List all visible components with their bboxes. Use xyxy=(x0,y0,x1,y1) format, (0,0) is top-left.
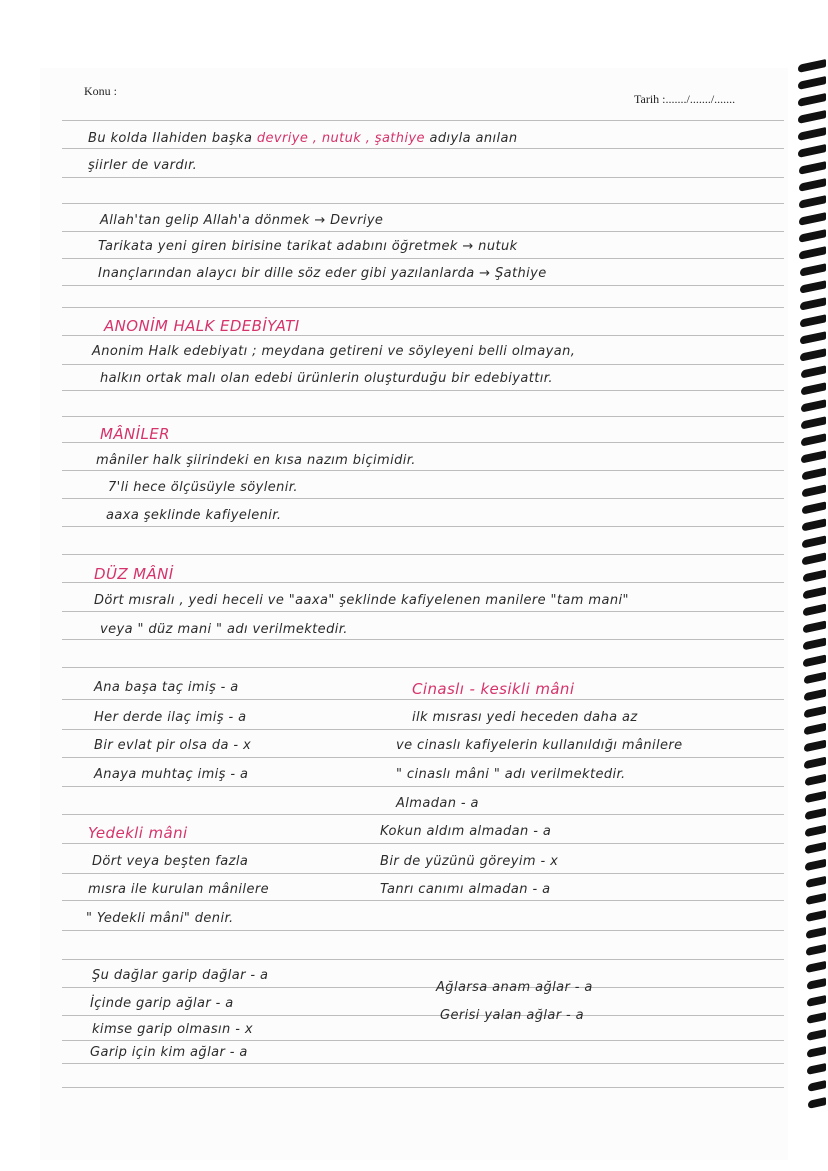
ruled-line xyxy=(62,729,784,730)
spiral-coil xyxy=(806,893,826,905)
note-text: Bir evlat pir olsa da - x xyxy=(94,738,252,753)
ruled-line xyxy=(62,416,784,417)
ruled-line xyxy=(62,120,784,121)
right_lines-line xyxy=(436,980,593,995)
lines-line xyxy=(100,213,383,228)
ruled-line xyxy=(62,987,784,988)
spiral-coil xyxy=(800,348,826,362)
note-text: Şu dağlar garip dağlar - a xyxy=(92,968,269,983)
right_lines-line xyxy=(440,1008,584,1023)
lines-line xyxy=(94,767,248,782)
spiral-coil xyxy=(804,672,826,685)
spiral-coil xyxy=(799,246,826,260)
ruled-line xyxy=(62,959,784,960)
spiral-coil xyxy=(801,382,826,395)
right_lines-line xyxy=(380,882,550,897)
lines-line xyxy=(98,266,547,281)
lines-line xyxy=(88,882,269,897)
spiral-coil xyxy=(803,570,826,583)
lines-line xyxy=(88,158,197,173)
note-text: şiirler de vardır. xyxy=(88,158,198,173)
lines-line xyxy=(94,710,246,725)
right_lines-line xyxy=(396,738,683,753)
spiral-coil xyxy=(806,910,826,922)
spiral-coil xyxy=(802,518,826,531)
spiral-coil xyxy=(806,876,826,888)
lines-line xyxy=(94,593,629,608)
spiral-coil xyxy=(803,621,826,634)
right_lines-line xyxy=(380,824,551,839)
note-text: Bir de yüzünü göreyim - x xyxy=(380,854,559,869)
note-text: Inançlarından alaycı bir dille söz eder gibi yazılanlarda → Şathiye xyxy=(98,266,547,281)
ruled-line xyxy=(62,470,784,471)
notebook-page xyxy=(40,68,788,1160)
spiral-coil xyxy=(807,1012,826,1024)
ruled-line xyxy=(62,930,784,931)
note-text: Ana başa taç imiş - a xyxy=(94,680,239,695)
spiral-coil xyxy=(801,365,826,378)
note-text: Allah'tan gelip Allah'a dönmek → Devriye xyxy=(100,213,384,228)
spiral-coil xyxy=(802,535,826,548)
ruled-line xyxy=(62,873,784,874)
spiral-coil xyxy=(798,144,826,158)
lines-line xyxy=(88,131,518,146)
note-text: kimse garip olmasın - x xyxy=(92,1022,253,1037)
right_lines-line xyxy=(412,680,574,698)
spiral-coil xyxy=(805,842,826,854)
spiral-coil xyxy=(801,433,826,446)
spiral-coil xyxy=(799,229,826,243)
spiral-coil xyxy=(798,127,826,141)
spiral-coil xyxy=(808,1080,826,1092)
spiral-coil xyxy=(804,740,826,753)
spiral-coil xyxy=(802,501,826,514)
ruled-line xyxy=(62,1015,784,1016)
note-text: Ağlarsa anam ağlar - a xyxy=(436,980,593,995)
note-text: mâniler halk şiirindeki en kısa nazım biçimidir. xyxy=(96,453,416,468)
spiral-coil xyxy=(808,1097,826,1109)
ruled-line xyxy=(62,667,784,668)
lines-line xyxy=(98,239,518,254)
spiral-coil xyxy=(805,791,826,803)
ruled-line xyxy=(62,390,784,391)
note-text: Bu kolda Ilahiden başka xyxy=(88,131,257,146)
tarih-label: Tarih :......./......./....... xyxy=(634,92,736,106)
spiral-coil xyxy=(800,314,826,328)
note-text: adıyla anılan xyxy=(424,131,518,146)
ruled-line xyxy=(62,1063,784,1064)
ruled-line xyxy=(62,335,784,336)
ruled-line xyxy=(62,307,784,308)
lines-line xyxy=(106,508,281,523)
spiral-coil xyxy=(803,604,826,617)
spiral-coil xyxy=(805,808,826,820)
ruled-line xyxy=(62,699,784,700)
ruled-line xyxy=(62,148,784,149)
spiral-coil xyxy=(798,93,826,107)
spiral-coil xyxy=(806,944,826,956)
note-text: " cinaslı mâni " adı verilmektedir. xyxy=(396,767,626,782)
spiral-coil xyxy=(799,161,826,175)
lines-line xyxy=(92,1022,253,1037)
note-text: aaxa şeklinde kafiyelenir. xyxy=(106,508,282,523)
note-text: Kokun aldım almadan - a xyxy=(380,824,552,839)
spiral-coil xyxy=(804,757,826,770)
highlighted-text: devriye , nutuk , şathiye xyxy=(256,131,425,146)
section-title: Cinaslı - kesikli mâni xyxy=(412,680,575,698)
note-text: Dört veya beşten fazla xyxy=(92,854,249,869)
ruled-line xyxy=(62,364,784,365)
ruled-line xyxy=(62,203,784,204)
note-text: Tarikata yeni giren birisine tarikat adabını öğretmek → nutuk xyxy=(98,239,518,254)
lines-line xyxy=(104,317,300,335)
lines-line xyxy=(94,565,174,583)
lines-line xyxy=(90,1045,248,1060)
ruled-line xyxy=(62,177,784,178)
note-text: " Yedekli mâni" denir. xyxy=(86,911,234,926)
right_lines-line xyxy=(380,854,558,869)
spiral-coil xyxy=(799,212,826,226)
ruled-line xyxy=(62,526,784,527)
right_lines-line xyxy=(396,767,626,782)
lines-line xyxy=(92,968,268,983)
spiral-coil xyxy=(804,689,826,702)
spiral-coil xyxy=(807,1046,826,1058)
ruled-line xyxy=(62,1087,784,1088)
spiral-coil xyxy=(802,484,826,497)
spiral-binding xyxy=(796,62,828,1122)
spiral-coil xyxy=(800,297,826,311)
lines-line xyxy=(100,425,170,443)
ruled-line xyxy=(62,843,784,844)
section-title: MÂNİLER xyxy=(100,425,170,443)
note-text: Almadan - a xyxy=(396,796,479,811)
note-text: veya " düz mani " adı verilmektedir. xyxy=(100,622,348,637)
note-text: mısra ile kurulan mânilere xyxy=(88,882,269,897)
lines-line xyxy=(90,996,234,1011)
note-text: Tanrı canımı almadan - a xyxy=(380,882,551,897)
ruled-line xyxy=(62,498,784,499)
ruled-line xyxy=(62,258,784,259)
spiral-coil xyxy=(805,825,826,837)
spiral-coil xyxy=(798,76,826,90)
note-text: Gerisi yalan ağlar - a xyxy=(440,1008,585,1023)
spiral-coil xyxy=(805,859,826,871)
spiral-coil xyxy=(799,195,826,209)
lines-line xyxy=(108,480,298,495)
section-title: Yedekli mâni xyxy=(88,824,188,842)
lines-line xyxy=(100,371,553,386)
section-title: ANONİM HALK EDEBİYATI xyxy=(104,317,300,335)
lines-line xyxy=(94,680,239,695)
note-text: Anonim Halk edebiyatı ; meydana getireni ve söyleyeni belli olmayan, xyxy=(92,344,576,359)
ruled-line xyxy=(62,1040,784,1041)
spiral-coil xyxy=(807,995,826,1007)
spiral-coil xyxy=(800,331,826,345)
spiral-coil xyxy=(803,655,826,668)
spiral-coil xyxy=(801,399,826,412)
note-text: Garip için kim ağlar - a xyxy=(90,1045,248,1060)
spiral-coil xyxy=(801,450,826,463)
spiral-coil xyxy=(798,110,826,124)
note-text: ilk mısrası yedi heceden daha az xyxy=(412,710,638,725)
spiral-coil xyxy=(802,467,826,480)
spiral-coil xyxy=(807,1029,826,1041)
ruled-line xyxy=(62,554,784,555)
ruled-line xyxy=(62,814,784,815)
lines-line xyxy=(92,344,575,359)
spiral-coil xyxy=(806,927,826,939)
spiral-coil xyxy=(805,774,826,786)
lines-line xyxy=(100,622,348,637)
ruled-line xyxy=(62,900,784,901)
note-text: Her derde ilaç imiş - a xyxy=(94,710,247,725)
spiral-coil xyxy=(799,178,826,192)
note-text: 7'li hece ölçüsüyle söylenir. xyxy=(108,480,298,495)
note-text: İçinde garip ağlar - a xyxy=(90,996,234,1011)
section-title: DÜZ MÂNİ xyxy=(94,565,174,583)
spiral-coil xyxy=(804,706,826,719)
spiral-coil xyxy=(804,723,826,736)
konu-label: Konu : xyxy=(84,84,117,98)
ruled-line xyxy=(62,639,784,640)
lines-line xyxy=(92,854,248,869)
spiral-coil xyxy=(798,59,826,73)
spiral-coil xyxy=(801,416,826,429)
ruled-line xyxy=(62,285,784,286)
spiral-coil xyxy=(802,552,826,565)
ruled-line xyxy=(62,231,784,232)
note-text: Dört mısralı , yedi heceli ve "aaxa" şeklinde kafiyelenen manilere "tam mani" xyxy=(94,593,629,608)
right_lines-line xyxy=(396,796,479,811)
note-text: Anaya muhtaç imiş - a xyxy=(94,767,249,782)
ruled-line xyxy=(62,757,784,758)
spiral-coil xyxy=(803,638,826,651)
lines-line xyxy=(88,824,188,842)
ruled-line xyxy=(62,611,784,612)
spiral-coil xyxy=(800,263,826,277)
spiral-coil xyxy=(807,978,826,990)
right_lines-line xyxy=(412,710,638,725)
note-text: halkın ortak malı olan edebi ürünlerin oluşturduğu bir edebiyattır. xyxy=(100,371,553,386)
lines-line xyxy=(86,911,234,926)
spiral-coil xyxy=(800,280,826,294)
spiral-coil xyxy=(807,1063,826,1075)
spiral-coil xyxy=(806,961,826,973)
spiral-coil xyxy=(803,587,826,600)
note-text: ve cinaslı kafiyelerin kullanıldığı mânilere xyxy=(396,738,683,753)
ruled-line xyxy=(62,786,784,787)
ruled-line xyxy=(62,442,784,443)
lines-line xyxy=(96,453,416,468)
lines-line xyxy=(94,738,251,753)
